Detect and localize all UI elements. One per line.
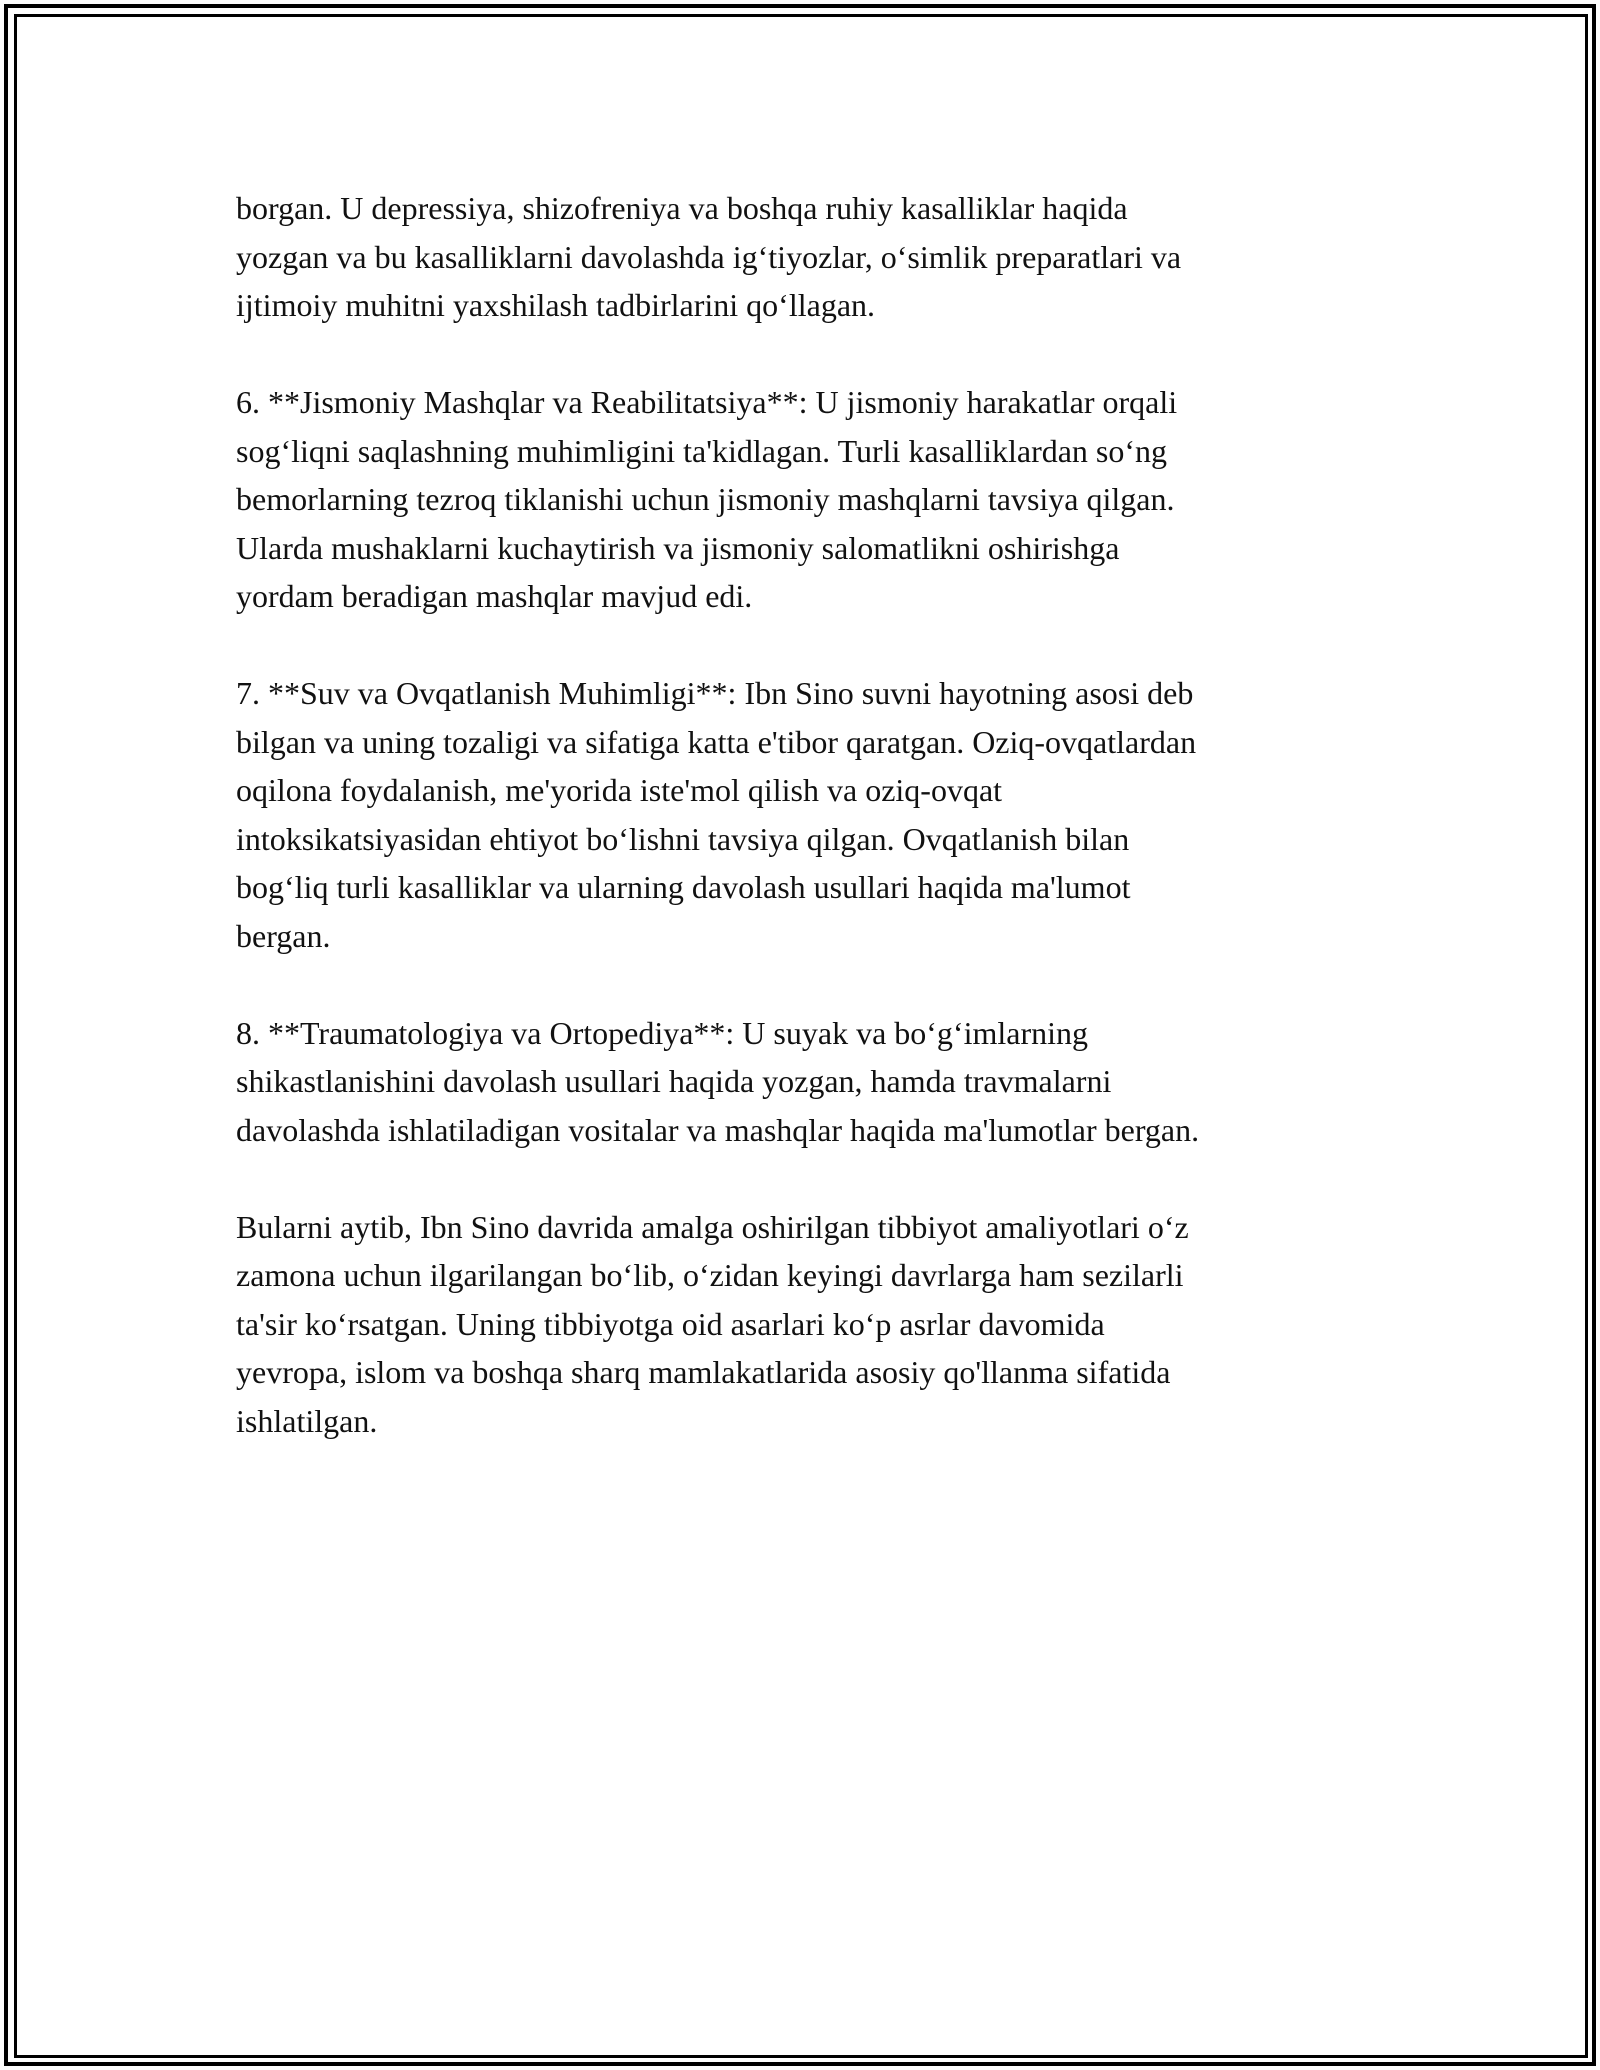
paragraph-traumatology: 8. **Traumatologiya va Ortopediya**: U suyak va boʻgʻimlarning shikastlanishini davolash usullari haqida yozgan, hamda travmalarni davolashda ishlatiladigan vositalar va mashqlar haqida ma'lumotlar bergan. [236,1014,1200,1148]
paragraph-conclusion: Bularni aytib, Ibn Sino davrida amalga oshirilgan tibbiyot amaliyotlari oʻz zamona uchun ilgarilangan boʻlib, oʻzidan keyingi davrlarga ham sezilarli ta'sir koʻrsatgan. Uning tibbiyotga oid asarlari koʻp asrlar davomida yevropa, islom va boshqa sharq mamlakatlarida asosiy qo'llanma sifatida ishlatilgan. [236,1208,1189,1439]
paragraph-mental-illness-continued: borgan. U depressiya, shizofreniya va boshqa ruhiy kasalliklar haqida yozgan va bu kasalliklarni davolashda igʻtiyozlar, oʻsimlik preparatlari va ijtimoiy muhitni yaxshilash tadbirlarini qoʻllagan. [236,190,1182,323]
paragraph-physical-exercise: 6. **Jismoniy Mashqlar va Reabilitatsiya**: U jismoniy harakatlar orqali sogʻliqni saqlashning muhimligini ta'kidlagan. Turli kasalliklardan soʻng bemorlarning tezroq tiklanishi uchun jismoniy mashqlarni tavsiya qilgan. Ularda mushaklarni kuchaytirish va jismoniy salomatlikni oshirishga yordam beradigan mashqlar mavjud edi. [236,384,1178,614]
document-body [236,184,1376,1494]
paragraph-water-nutrition: 7. **Suv va Ovqatlanish Muhimligi**: Ibn Sino suvni hayotning asosi deb bilgan va uning tozaligi va sifatiga katta e'tibor qaratgan. Oziq-ovqatlardan oqilona foydalanish, me'yorida iste'mol qilish va oziq-ovqat intoksikatsiyasidan ehtiyot boʻlishni tavsiya qilgan. Ovqatlanish bilan bogʻliq turli kasalliklar va ularning davolash usullari haqida ma'lumot bergan. [236,675,1197,954]
